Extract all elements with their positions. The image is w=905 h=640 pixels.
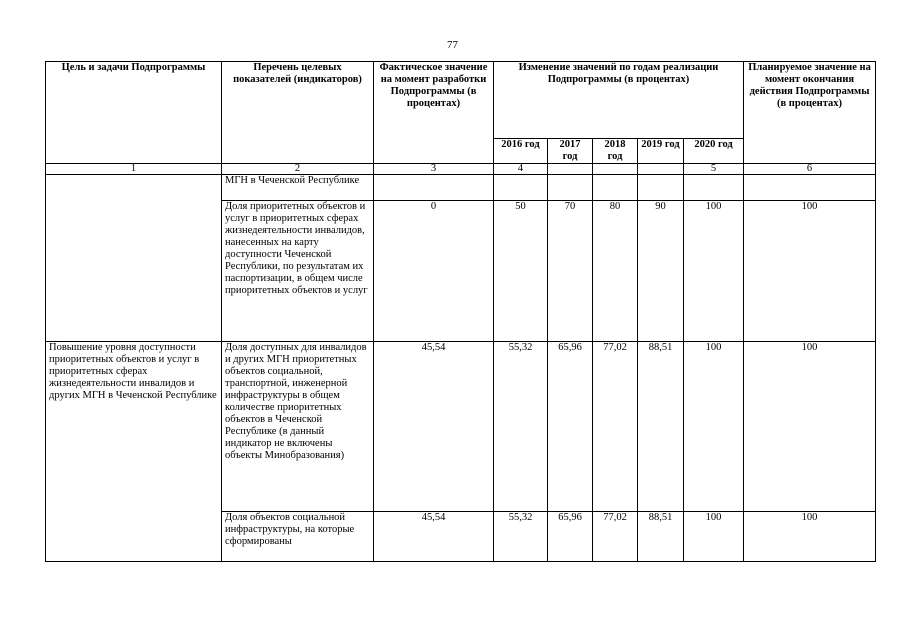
value-2018-cell: 77,02 — [593, 342, 638, 512]
goal-cell — [46, 175, 222, 342]
value-2019-cell: 90 — [638, 201, 684, 342]
actual-value-cell: 0 — [374, 201, 494, 342]
value-2016-cell — [494, 175, 548, 201]
value-2020-cell: 100 — [684, 201, 744, 342]
column-number: 6 — [744, 164, 876, 175]
value-2018-cell: 77,02 — [593, 512, 638, 562]
header-year-2017: 2017 год — [548, 139, 593, 164]
page-number: 77 — [447, 39, 458, 51]
header-year-2019: 2019 год — [638, 139, 684, 164]
value-2019-cell — [638, 175, 684, 201]
column-number: 1 — [46, 164, 222, 175]
column-number: 4 — [494, 164, 548, 175]
value-2017-cell: 70 — [548, 201, 593, 342]
value-2020-cell — [684, 175, 744, 201]
planned-value-cell: 100 — [744, 201, 876, 342]
header-planned-value: Планируемое значение на момент окончания действия Подпрограммы (в процентах) — [744, 62, 876, 164]
indicator-cell: Доля приоритетных объектов и услуг в приоритетных сферах жизнедеятельности инвалидов, нанесенных на карту доступности Чеченской Республики, по результатам их паспортизации, в общем числе приоритетных объектов и услуг — [222, 201, 374, 342]
value-2017-cell — [548, 175, 593, 201]
indicator-cell: Доля доступных для инвалидов и других МГН приоритетных объектов социальной, транспортной, инженерной инфраструктуры в общем количестве приоритетных объектов в Чеченской Республике (в данный индикатор не включены объекты Минобразования) — [222, 342, 374, 512]
value-2016-cell: 55,32 — [494, 512, 548, 562]
indicator-cell: МГН в Чеченской Республике — [222, 175, 374, 201]
header-indicators: Перечень целевых показателей (индикаторов) — [222, 62, 374, 164]
value-2018-cell — [593, 175, 638, 201]
column-number: 3 — [374, 164, 494, 175]
header-actual-value: Фактическое значение на момент разработки Подпрограммы (в процентах) — [374, 62, 494, 164]
value-2020-cell: 100 — [684, 512, 744, 562]
indicators-table — [45, 61, 876, 562]
column-number — [548, 164, 593, 175]
planned-value-cell — [744, 175, 876, 201]
column-number — [638, 164, 684, 175]
actual-value-cell — [374, 175, 494, 201]
header-year-2020: 2020 год — [684, 139, 744, 164]
value-2017-cell: 65,96 — [548, 342, 593, 512]
header-row-1 — [46, 62, 876, 139]
value-2020-cell: 100 — [684, 342, 744, 512]
planned-value-cell: 100 — [744, 342, 876, 512]
actual-value-cell: 45,54 — [374, 512, 494, 562]
column-number: 5 — [684, 164, 744, 175]
column-number: 2 — [222, 164, 374, 175]
table-row — [46, 342, 876, 512]
value-2017-cell: 65,96 — [548, 512, 593, 562]
planned-value-cell: 100 — [744, 512, 876, 562]
header-year-2016: 2016 год — [494, 139, 548, 164]
column-number-row — [46, 164, 876, 175]
table-row — [46, 175, 876, 201]
header-year-2018: 2018 год — [593, 139, 638, 164]
indicator-cell: Доля объектов социальной инфраструктуры, на которые сформированы — [222, 512, 374, 562]
value-2018-cell: 80 — [593, 201, 638, 342]
value-2016-cell: 55,32 — [494, 342, 548, 512]
goal-cell: Повышение уровня доступности приоритетных объектов и услуг в приоритетных сферах жизнедеятельности инвалидов и других МГН в Чеченской Республике — [46, 342, 222, 562]
column-number — [593, 164, 638, 175]
value-2019-cell: 88,51 — [638, 512, 684, 562]
value-2019-cell: 88,51 — [638, 342, 684, 512]
header-goal: Цель и задачи Подпрограммы — [46, 62, 222, 164]
actual-value-cell: 45,54 — [374, 342, 494, 512]
header-yearly-change: Изменение значений по годам реализации Подпрограммы (в процентах) — [494, 62, 744, 139]
value-2016-cell: 50 — [494, 201, 548, 342]
